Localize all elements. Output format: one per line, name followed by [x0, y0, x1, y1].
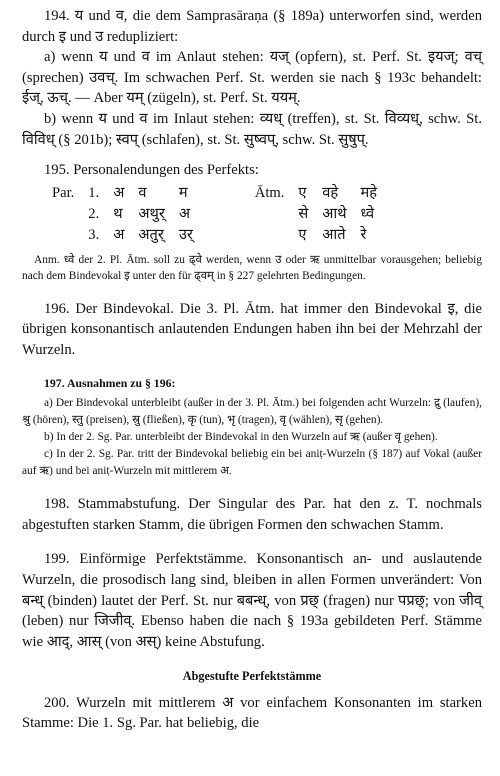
section-199: 199. Einförmige Perfektstämme. Konsonantisch an- und auslautende Wurzeln, die prosodisch lang sind, bleiben in allen Formen unverändert: Von बन्ध् (binden) lautet der Perf. St. nur बबन्ध्, von प्रछ् (fragen) nur पप्रछ्; von जीव् (leben) nur जिजीव्. Ebenso haben die nach § 193a gebildeten Perf. Stämme wie आद्, आस् (von अस्) keine Abstufung.	[22, 551, 482, 650]
section-194-b: b) wenn य und व im Inlaut stehen: व्यध् (treffen), st. St. विव्यध्, schw. St. विविध् (§ 201b); स्वप् (schlafen), st. St. सुष्वप्, schw. St. सुषुप्.	[22, 110, 482, 148]
atm-label: Ātm.	[254, 184, 285, 201]
par-ending: अ	[178, 205, 191, 222]
par-ending: व	[138, 184, 147, 201]
table-row	[52, 183, 391, 204]
section-195-note: Anm. ध्वे der 2. Pl. Ātm. soll zu ढ्वे werden, wenn उ oder ऋ unmittelbar vorausgehen; beliebig nach dem Bindevokal इ unter den für ढ्वम् in § 227 gelehrten Bedingungen.	[22, 253, 482, 283]
section-196: 196. Der Bindevokal. Die 3. Pl. Ātm. hat immer den Bindevokal इ, die übrigen konsonantisch anlautenden Endungen haben ihn bei der Mehrzahl der Wurzeln.	[22, 300, 482, 358]
par-ending: उर्	[178, 226, 193, 243]
par-ending: अथुर्	[138, 205, 165, 222]
par-label: Par.	[52, 184, 75, 201]
section-197-b: b) In der 2. Sg. Par. unterbleibt der Bindevokal in den Wurzeln auf ऋ (außer वृ gehen).	[44, 431, 438, 444]
row-number: 2.	[88, 205, 100, 222]
atm-ending: ए	[298, 226, 307, 243]
table-row	[52, 204, 391, 225]
row-number: 3.	[88, 226, 100, 243]
atm-ending: ए	[298, 184, 307, 201]
section-195-title: 195. Personalendungen des Perfekts:	[44, 162, 259, 179]
par-ending: थ	[113, 205, 123, 222]
par-ending: अ	[113, 184, 125, 201]
section-197-c: c) In der 2. Sg. Par. tritt der Bindevokal beliebig ein bei aniṭ-Wurzeln (§ 187) auf Vokal (außer auf ऋ) und bei aniṭ-Wurzeln mit mittlerem अ.	[22, 448, 482, 478]
table-row	[52, 225, 391, 246]
atm-ending: आथे	[322, 205, 347, 222]
section-198: 198. Stammabstufung. Der Singular des Par. hat den z. T. nochmals abgestuften starken Stamm, die übrigen Formen den schwachen Stamm.	[22, 496, 482, 533]
section-200: 200. Wurzeln mit mittlerem अ vor einfachem Konsonanten im starken Stamme: Die 1. Sg. Par. hat beliebig, die	[22, 694, 482, 732]
section-194-intro: 194. य und व, die dem Samprasāraṇa (§ 189a) unterworfen sind, werden durch इ und उ redupliziert:	[22, 8, 482, 45]
atm-ending: रे	[360, 226, 367, 243]
section-197-a: a) Der Bindevokal unterbleibt (außer in der 3. Pl. Ātm.) bei folgenden acht Wurzeln: द्रु (laufen), श्रु (hören), स्तु (preisen), स्रु (fließen), कृ (tun), भृ (tragen), वृ (wählen), सृ (gehen).	[22, 397, 482, 427]
section-194-a: a) wenn य und व im Anlaut stehen: यज् (opfern), st. Perf. St. इयज्; वच् (sprechen) उवच्. Im schwachen Perf. St. werden sie nach § 193c behandelt: ईज्, ऊच्. — Aber यम् (zügeln), st. Perf. St. ययम्.	[22, 49, 482, 107]
par-ending: म	[178, 184, 188, 201]
row-number: 1.	[88, 184, 100, 201]
par-ending: अतुर्	[138, 226, 164, 243]
atm-ending: से	[298, 205, 309, 222]
subheading-graded-stems: Abgestufte Perfektstämme	[182, 669, 322, 684]
atm-ending: वहे	[322, 184, 339, 201]
section-197-heading: 197. Ausnahmen zu § 196:	[44, 375, 176, 390]
atm-ending: महे	[360, 184, 378, 201]
par-ending: अ	[113, 226, 125, 243]
perfect-endings-table	[52, 183, 391, 246]
atm-ending: ध्वे	[360, 205, 375, 222]
atm-ending: आते	[322, 226, 346, 243]
